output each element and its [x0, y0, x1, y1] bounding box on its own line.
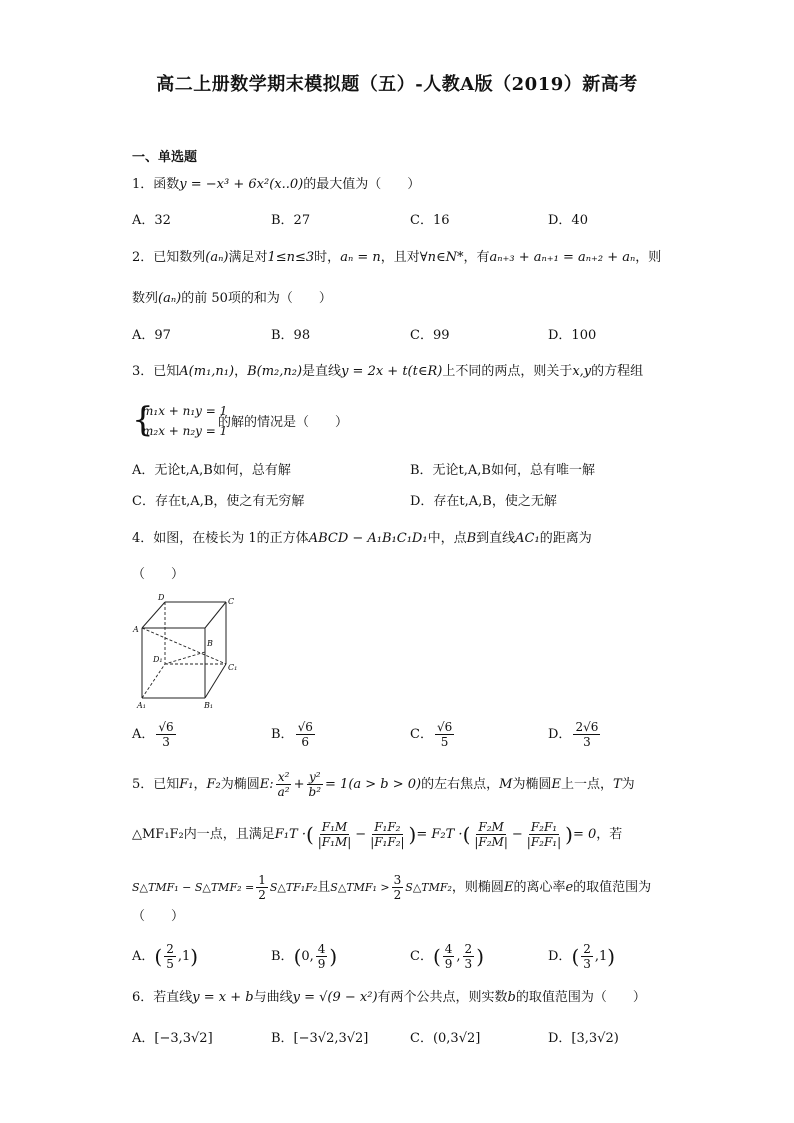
bracket-symbol: ( [305, 822, 314, 847]
option-letter: A． [132, 727, 155, 742]
bracket-symbol: ( [462, 822, 471, 847]
fraction-denominator: 6 [301, 735, 310, 749]
q4-text: 中，点 [427, 531, 467, 546]
fraction-denominator: 5 [166, 957, 174, 971]
q2-text: 满足对 [228, 250, 268, 265]
vertex-label-a: A [133, 625, 139, 634]
q6-option-b: B．[−3√2,3√2] [271, 1031, 369, 1046]
q3-option-a: A．无论t,A,B如何，总有解 [132, 463, 291, 478]
bracket-symbol: ) [408, 822, 417, 847]
bracket-symbol: ) [190, 944, 199, 969]
section-heading: 一、单选题 [132, 150, 198, 165]
q5-text: 5．已知 [132, 777, 180, 792]
option-text: , [456, 949, 461, 964]
q5-area-expr: S△TF₁F₂ [269, 881, 318, 894]
q2-recurrence: aₙ₊₃ + aₙ₊₁ = aₙ₊₂ + aₙ [489, 250, 636, 265]
q4-text: 4．如图，在棱长为 1的正方体 [132, 531, 309, 546]
q2-option-b: B．98 [271, 328, 311, 343]
fraction-denominator: 3 [464, 957, 473, 971]
cube-edge [142, 602, 165, 628]
q2-text: ，且对 [380, 250, 420, 265]
q3-text: ， [234, 364, 248, 379]
q1-option-c: C．16 [410, 213, 450, 228]
vertex-label-b: B [207, 639, 213, 648]
q3-line: y = 2x + t(t∈R) [341, 364, 443, 379]
q4-text: 的距离为 [539, 531, 592, 546]
fraction-denominator: 9 [317, 957, 326, 971]
fraction-numerator: F₁M [321, 820, 348, 834]
option-text: ,1 [177, 949, 191, 964]
question-3-stem-line2: 的解的情况是（ ） [218, 415, 349, 430]
q5-text: △MF₁F₂内一点，且满足 [132, 827, 275, 842]
q2-text: ，有 [463, 250, 490, 265]
q5-ellipse-name: E: [259, 777, 274, 792]
q5-text: ，则椭圆 [451, 880, 504, 895]
bracket-symbol: ) [607, 944, 616, 969]
q1-option-b: B．27 [271, 213, 311, 228]
q3-point-a: A(m₁,n₁) [179, 364, 235, 379]
q4-line-ac1: AC₁ [515, 531, 540, 546]
fraction-numerator: y² [308, 770, 321, 784]
vertex-label-a1: A₁ [137, 701, 146, 710]
q6-text: 6．若直线 [132, 990, 193, 1005]
q5-ellipse-name: E [503, 880, 514, 895]
q5-text: ，若 [596, 827, 623, 842]
question-5-stem-line1: 5．已知F₁，F₂为椭圆E: $\frac{\text{x²}}{\text{a²}}$ + $\frac{\text{y²}}{\text{b²}}$ = 1(a > b > 0)的左右焦点，M为椭圆E上一点，T为 [132, 770, 635, 799]
q5-text: 的离心率 [513, 880, 566, 895]
option-letter: B． [271, 949, 294, 964]
fraction-denominator: 2 [393, 888, 402, 902]
q4-option-d [548, 720, 602, 749]
q3-option-c: C．存在t,A,B，使之有无穷解 [132, 494, 305, 509]
q4-text: 到直线 [476, 531, 516, 546]
fraction-denominator: 3 [162, 735, 170, 749]
fraction-numerator: 4 [444, 942, 453, 956]
q5-text: 的左右焦点， [421, 777, 500, 792]
q5-option-c [410, 942, 484, 971]
fraction-numerator: 3 [393, 873, 402, 887]
fraction-numerator: x² [277, 770, 290, 784]
q2-option-a: A．97 [132, 328, 171, 343]
q5-area-expr: S△TMF₁ − S△TMF₂ = [132, 881, 255, 894]
bracket-symbol: ( [154, 944, 163, 969]
vertex-label-d1: D₁ [153, 655, 163, 664]
q2-option-c: C．99 [410, 328, 450, 343]
q2-text: ，则 [635, 250, 662, 265]
q4-cube-name: ABCD − A₁B₁C₁D₁ [308, 531, 428, 546]
q4-answer-paren: （ ） [132, 567, 185, 582]
page-title: 高二上册数学期末模拟题（五）-人教A版（2019）新高考 [156, 74, 638, 95]
fraction-numerator: 2 [166, 942, 174, 956]
cube-figure [130, 590, 240, 715]
q4-option-c [410, 720, 456, 749]
fraction-denominator: |F₁F₂| [370, 835, 405, 849]
q1-prefix: 1．函数 [132, 177, 180, 192]
q4-option-b [271, 720, 317, 749]
q2-cond: 1≤n≤3 [267, 250, 315, 265]
q5-option-d [548, 942, 615, 971]
q2-eq: aₙ = n [340, 250, 381, 265]
q5-vector: = F₂T · [416, 827, 463, 842]
bracket-symbol: ( [293, 944, 302, 969]
q5-ellipse-name: E [551, 777, 561, 792]
fraction-numerator: √6 [297, 720, 313, 734]
brace-symbol: { [132, 400, 154, 440]
q3-point-b: B(m₂,n₂) [247, 364, 303, 379]
cube-edge [205, 664, 226, 698]
fraction-denominator: a² [277, 785, 290, 799]
cube-hidden-edge [165, 652, 205, 664]
fraction-denominator: b² [308, 785, 322, 799]
q1-suffix: 的最大值为（ ） [303, 177, 421, 192]
q2-text: 时， [314, 250, 341, 265]
q5-text: 为 [621, 777, 635, 792]
q3-text: 3．已知 [132, 364, 180, 379]
q2-seq: (aₙ) [205, 250, 229, 265]
cube-edge [205, 602, 226, 628]
vertex-label-d: D [158, 593, 165, 602]
question-5-stem-line3 [132, 873, 651, 902]
q5-f2: F₂ [206, 777, 221, 792]
question-2-stem-line2 [132, 290, 332, 308]
bracket-symbol: ) [476, 944, 484, 969]
q2-text: 的前 50项的和为（ ） [181, 291, 332, 306]
cube-hidden-edge [142, 664, 165, 698]
q6-var-b: b [507, 990, 516, 1005]
q6-text: 有两个公共点，则实数 [377, 990, 508, 1005]
vertex-label-c1: C₁ [228, 663, 238, 672]
fraction-numerator: F₂F₁ [530, 820, 558, 834]
q5-text: 上一点， [560, 777, 613, 792]
q6-option-a: A．[−3,3√2] [132, 1031, 213, 1046]
fraction-numerator: 2√6 [575, 720, 599, 734]
option-letter: D． [548, 949, 572, 964]
q5-eq-zero: = 0 [572, 827, 597, 842]
q6-option-c: C．(0,3√2] [410, 1031, 481, 1046]
option-text: ,1 [594, 949, 608, 964]
option-text: 0, [301, 949, 314, 964]
q5-text: 为椭圆 [220, 777, 260, 792]
q6-curve: y = √(9 − x²) [292, 990, 378, 1005]
question-6-stem [132, 989, 646, 1007]
fraction-denominator: 2 [258, 888, 266, 902]
q5-point-t: T [613, 777, 622, 792]
fraction-denominator: |F₂M| [474, 835, 508, 849]
q3-text: 的方程组 [591, 364, 644, 379]
q5-option-a [132, 942, 198, 971]
q3-text: 是直线 [302, 364, 342, 379]
q3-system-eq2: m₂x + n₂y = 1 [142, 424, 228, 438]
fraction-numerator: F₂M [478, 820, 504, 834]
q5-text: 的取值范围为 [573, 880, 652, 895]
question-3-stem-line1 [132, 363, 643, 381]
question-1-stem [132, 176, 420, 194]
fraction-numerator: √6 [158, 720, 174, 734]
fraction-numerator: 2 [583, 942, 591, 956]
bracket-symbol: ) [565, 822, 573, 847]
q4-option-a [132, 720, 178, 749]
q2-option-d: D．100 [548, 328, 597, 343]
q6-text: 与曲线 [253, 990, 293, 1005]
q6-text: 的取值范围为（ ） [515, 990, 646, 1005]
fraction-denominator: |F₂F₁| [526, 835, 562, 849]
option-letter: C． [410, 727, 433, 742]
question-5-stem-line2: △MF₁F₂内一点，且满足F₁T ·( $\frac{\text{F₁M}}{\text{|F₁M|}}$ − $\frac{\text{F₁F₂}}{\text{|F₁F₂|}}$ )= F₂T ·( $\frac{\text{F₂M}}{\text{|F₂M|}}$ − $\frac{\text{F₂F₁}}{\text{|F₂F₁|}}$ )= 0，若 [132, 820, 623, 849]
q5-answer-paren: （ ） [132, 909, 185, 924]
fraction-denominator: 5 [440, 735, 449, 749]
q2-text: 2．已知数列 [132, 250, 206, 265]
fraction-denominator: 3 [583, 735, 591, 749]
q5-text: 为椭圆 [512, 777, 552, 792]
q3-option-d: D．存在t,A,B，使之无解 [410, 494, 557, 509]
q5-eccentricity: e [565, 880, 574, 895]
bracket-symbol: ( [571, 944, 580, 969]
option-letter: A． [132, 949, 155, 964]
fraction-denominator: 9 [444, 957, 453, 971]
option-letter: D． [548, 727, 572, 742]
q1-option-a: A．32 [132, 213, 171, 228]
q5-ellipse-eq: = 1(a > b > 0) [325, 777, 422, 792]
q3-text: 上不同的两点，则关于 [442, 364, 573, 379]
q5-option-b [271, 942, 337, 971]
option-letter: B． [271, 727, 294, 742]
q2-text: 数列 [132, 291, 159, 306]
q5-text: ， [193, 777, 207, 792]
q1-option-d: D．40 [548, 213, 588, 228]
fraction-numerator: 1 [258, 873, 266, 887]
fraction-numerator: 2 [464, 942, 473, 956]
q5-area-expr: S△TMF₁ > [330, 881, 390, 894]
q4-point: B [466, 531, 477, 546]
q6-option-d: D．[3,3√2) [548, 1031, 619, 1046]
fraction-denominator: |F₁M| [317, 835, 352, 849]
option-letter: C． [410, 949, 433, 964]
bracket-symbol: ( [432, 944, 441, 969]
q6-line: y = x + b [192, 990, 254, 1005]
q5-text: 且 [317, 880, 331, 895]
q1-formula: y = −x³ + 6x²(x..0) [179, 177, 304, 192]
fraction-numerator: √6 [436, 720, 453, 734]
q5-area-expr: S△TMF₂ [405, 881, 452, 894]
q3-xy: x,y [572, 364, 592, 379]
q2-seq: (aₙ) [158, 291, 182, 306]
fraction-denominator: 3 [583, 957, 591, 971]
fraction-numerator: F₁F₂ [374, 820, 401, 834]
q5-f1: F₁ [179, 777, 194, 792]
q2-forall: ∀n∈N* [419, 250, 464, 265]
q5-vector: F₁T · [274, 827, 306, 842]
q3-option-b: B．无论t,A,B如何，总有唯一解 [410, 463, 595, 478]
q5-point-m: M [499, 777, 513, 792]
vertex-label-b1: B₁ [204, 701, 214, 710]
q3-system-eq1: m₁x + n₁y = 1 [142, 404, 228, 418]
fraction-numerator: 4 [317, 942, 326, 956]
question-2-stem-line1 [132, 249, 661, 267]
vertex-label-c: C [228, 597, 235, 606]
bracket-symbol: ) [329, 944, 338, 969]
question-4-stem [132, 530, 592, 548]
